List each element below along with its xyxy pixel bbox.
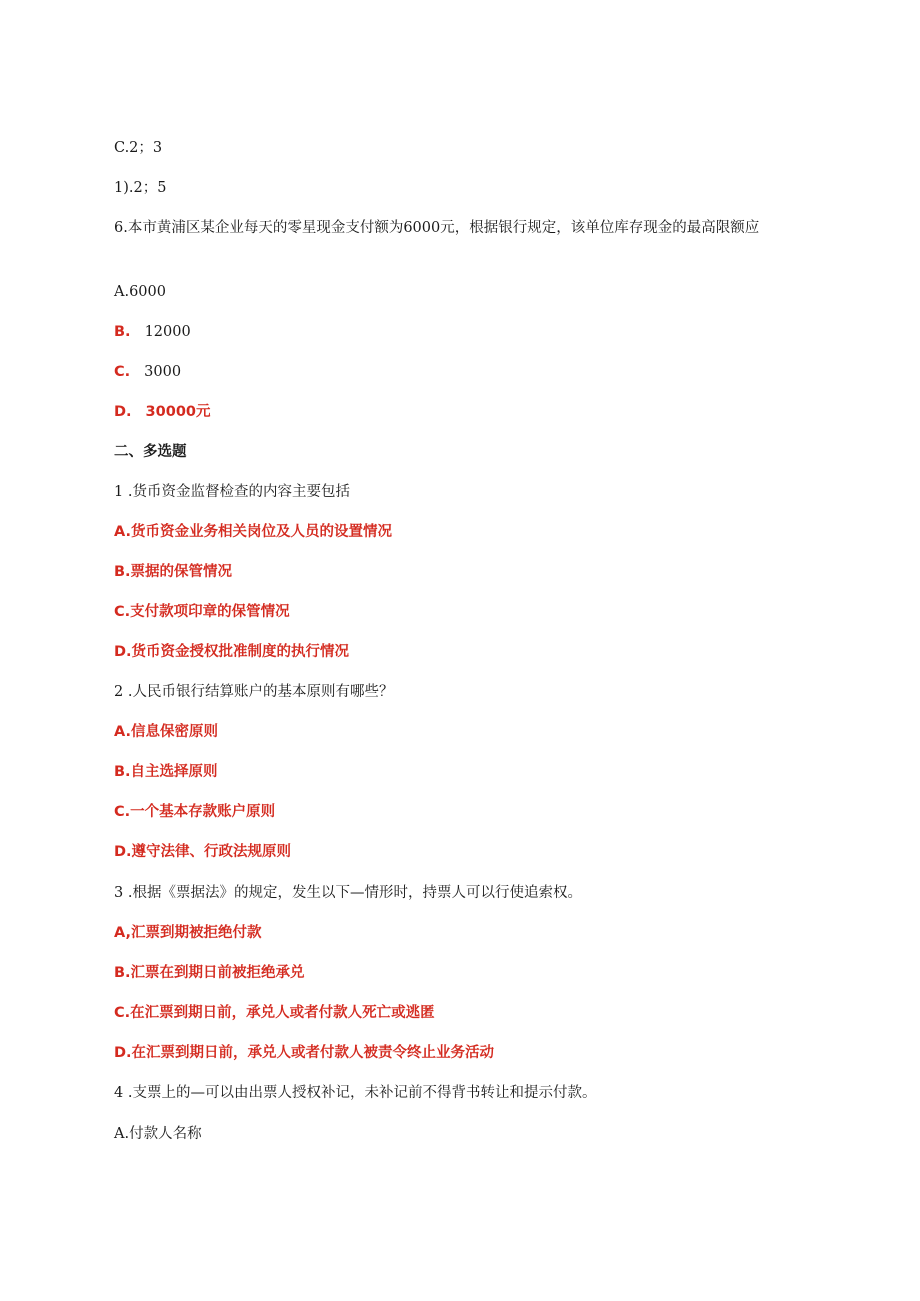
q6-option-a: A.6000 — [114, 284, 166, 300]
m3-option-c: C.在汇票到期日前，承兑人或者付款人死亡或逃匿 — [114, 1005, 435, 1021]
m3-option-b: B.汇票在到期日前被拒绝承兑 — [114, 965, 305, 981]
q6-option-b — [114, 322, 191, 342]
q5-option-d: 1).2；5 — [114, 180, 167, 196]
q6-option-d — [114, 402, 211, 422]
q6-question-stem: 6.本市黄浦区某企业每天的零星现金支付额为6000元，根据银行规定，该单位库存现金的最高限额应 — [114, 220, 760, 236]
m1-option-a: A.货币资金业务相关岗位及人员的设置情况 — [114, 524, 392, 540]
m1-question-stem: 1 .货币资金监督检查的内容主要包括 — [114, 484, 350, 500]
m1-option-d: D.货币资金授权批准制度的执行情况 — [114, 644, 350, 660]
m2-option-c: C.一个基本存款账户原则 — [114, 804, 276, 820]
m4-question-stem: 4 .支票上的—可以由出票人授权补记，未补记前不得背书转让和提示付款。 — [114, 1085, 597, 1101]
q6-option-d-value: 30000元 — [145, 404, 211, 420]
q6-option-b-value: 12000 — [144, 324, 191, 340]
m3-option-d: D.在汇票到期日前，承兑人或者付款人被责令终止业务活动 — [114, 1045, 495, 1061]
q5-option-c: C.2；3 — [114, 140, 163, 156]
m1-option-b: B.票据的保管情况 — [114, 564, 233, 580]
m2-option-d: D.遵守法律、行政法规原则 — [114, 844, 292, 860]
q6-option-c-label: C. — [114, 364, 131, 380]
q6-option-d-label: D. — [114, 404, 132, 420]
m3-option-a: A,汇票到期被拒绝付款 — [114, 925, 262, 941]
m4-option-a: A.付款人名称 — [114, 1126, 202, 1142]
m3-question-stem: 3 .根据《票据法》的规定，发生以下—情形时，持票人可以行使追索权。 — [114, 885, 582, 901]
q6-option-c — [114, 362, 181, 382]
q6-option-c-value: 3000 — [144, 364, 182, 380]
section-heading-multiple-choice: 二、多选题 — [114, 444, 187, 460]
m2-option-a: A.信息保密原则 — [114, 724, 218, 740]
m2-option-b: B.自主选择原则 — [114, 764, 218, 780]
m2-question-stem: 2 .人民币银行结算账户的基本原则有哪些？ — [114, 684, 394, 700]
q6-option-b-label: B. — [114, 324, 131, 340]
m1-option-c: C.支付款项印章的保管情况 — [114, 604, 290, 620]
